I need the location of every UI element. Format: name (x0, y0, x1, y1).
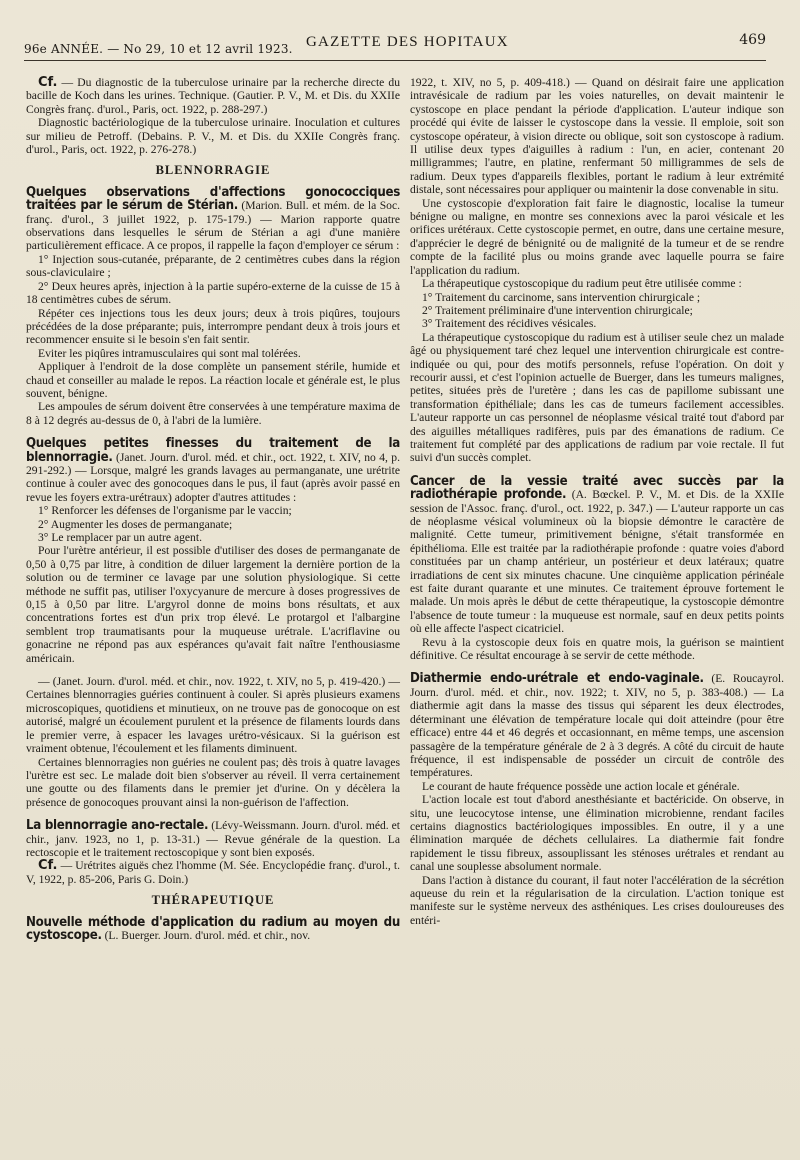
article (26, 437, 400, 504)
article-text: (Janet. Journ. d'urol. méd. et chir., oct. 1922, t. XIV, no 4, p. 291-292.) — Lorsque, malgré les grands lavages au permanganate, une urétrite continue à couler avec des gonocoques dans le pus, il faut (après avoir passé en revue les foyers extra-urétraux) adopter d'autres attitudes : (26, 450, 400, 504)
article-title: Nouvelle méthode d'application du radium au moyen du cystoscope. (26, 914, 400, 943)
article (26, 186, 400, 253)
paragraph (26, 76, 400, 116)
page-header (24, 30, 766, 61)
paragraph: L'action locale est tout d'abord anesthésiante et bactéricide. On observe, in situ, une leucocytose intense, une élimination microbienne, rendant faciles certains diagnostics bactériologiques impossibles. En outre, il y a une élimination marquée de déchets cellulaires. La diathermie fait fondre rapidement le tissu fibreux, assouplissant les sténoses urétrales et rendant au canal une souplesse absolument normale. (410, 793, 784, 874)
article (410, 475, 784, 636)
article-title: Diathermie endo-urétrale et endo-vaginale. (410, 671, 704, 687)
paragraph: 1922, t. XIV, no 5, p. 409-418.) — Quand on désirait faire une application intravésicale de radium par les voies naturelles, on devait maintenir le cystoscope en place pendant la période d'application. L'auteur indique son procédé qui évite de laisser le cystoscope dans la vessie. Il emploie, soit son cystoscope opérateur, à vision directe ou oblique, soit son cystoscope à radium. Il utilise deux types d'aiguilles à radium : l'un, en acier, contenant 20 milligrammes; l'autre, en platine, renfermant 50 milligrammes de sels de radium. Deux types d'appareils flexibles, portant le radium à leur extrémité distale, sont nécessaires pour appliquer ou maintenir la dose convenable in situ. (410, 76, 784, 197)
paragraph: Appliquer à l'endroit de la dose complète un pansement stérile, humide et chaud et conseiller au malade le repos. La réaction locale et générale est, le plus souvent, bénigne. (26, 360, 400, 400)
article (26, 819, 400, 859)
left-column (26, 76, 400, 942)
section-heading: THÉRAPEUTIQUE (151, 893, 275, 908)
paragraph: Revu à la cystoscopie deux fois en quatre mois, la guérison se maintient définitive. Ce résultat encourage à se servir de cette méthode. (410, 635, 784, 663)
article-text: (A. Bœckel. P. V., M. et Dis. de la XXIIe session de l'Assoc. franç. d'urol., oct. 1922, p. 347.) — L'auteur rapporte un cas de néoplasme vésical volumineux où la biopsie démontre le caractère de malignité. Cette tumeur, primitivement bénigne, s'était transformée en épithélioma. Elle est traitée par la radiothérapie profonde : quatre voies d'abord constituées par un champ antérieur, un postérieur et deux latéraux; quatre irradiations de cent six minutes chacune. Une cinquième application périnéale est faite durant quarante et une minutes. Ce traitement éprouve fortement le malade. Un mois après le début de cette thérapeutique, la cystoscopie démontre l'absence de toute tumeur : la muqueuse est normale, sauf en deux petits points où elle affecte l'aspect cicatriciel. (410, 488, 785, 636)
paragraph: Eviter les piqûres intramusculaires qui sont mal tolérées. (38, 346, 301, 360)
article-title: La blennorragie ano-rectale. (26, 818, 209, 834)
paragraph-text: — Urétrites aiguës chez l'homme (M. Sée. Encyclopédie franç. d'urol., t. V, 1922, p. 85-206, Paris G. Doin.) (26, 859, 400, 886)
list-item: 1° Traitement du carcinome, sans intervention chirurgicale ; (422, 290, 701, 304)
cf-label: Cf. (38, 858, 58, 874)
article-text: (Marion. Bull. et mém. de la Soc. franç. d'urol., 3 juillet 1922, p. 175-179.) — Marion rapporte quatre observations dans lesquelles le sérum de Stérian a agi d'une manière particulièrement efficace. A ce propos, il rappelle la façon d'employer ce sérum : (26, 199, 401, 253)
paragraph: — (Janet. Journ. d'urol. méd. et chir., nov. 1922, t. XIV, no 5, p. 419-420.) — Certaines blennorragies guéries continuent à couler. Si après plusieurs examens microscopiques, quotidiens et minutieux, on ne trouve pas de gonocoque on est autorisé, malgré un écoulement purulent et la présence de filaments lourds dans le premier verre, à espacer les lavages urétro-vésicaux. Si la guérison est vraiment obtenue, l'écoulement et les filaments diminuent. (26, 675, 400, 756)
article-title: Quelques observations d'affections gonococciques traitées par le sérum de Stérian. (26, 184, 400, 214)
article (410, 672, 784, 779)
paragraph: La thérapeutique cystoscopique du radium peut être utilisée comme : (422, 277, 742, 291)
article-text: (L. Buerger. Journ. d'urol. méd. et chir., nov. (104, 928, 311, 942)
list-item: 2° Augmenter les doses de permanganate; (38, 517, 233, 531)
paragraph: La thérapeutique cystoscopique du radium est à utiliser seule chez un malade âgé ou physiquement taré chez lequel une intervention chirurgicale est contre-indiquée ou qui, pour des motifs personnels, refuse l'opération. On doit y recourir aussi, et c'est l'opinion actuelle de Buerger, dans les tumeurs malignes, petites, situées près de l'uretère ; dans les cas de papillome subissant une transformation épithéliale; dans les cas de tumeurs facilement accessibles. L'auteur rapporte un cas personnel de néoplasme vésical traité tout d'abord par des aiguilles métalliques radifères, puis par des émanations de radium. Ce traitement fut complété par des applications de radium par voie rectale. Il fut suivi d'un succès complet. (410, 330, 784, 465)
paragraph: Diagnostic bactériologique de la tuberculose urinaire. Inoculation et cultures sur milieu de Petroff. (Debains. P. V., M. et Dis. du XXIIe Congrès franç. d'urol., Paris, oct. 1922, p. 276-278.) (26, 116, 400, 157)
right-column (410, 76, 784, 927)
paragraph: Dans l'action à distance du courant, il faut noter l'accélération de la sécrétion aqueuse du rein et la régularisation de la circulation. L'action tonique est manifeste sur le système nerveux des asthéniques. Les crises douloureuses des entéri- (410, 873, 784, 927)
paragraph: Le courant de haute fréquence possède une action locale et générale. (422, 779, 740, 793)
issue-info: 96e ANNÉE. — No 29, 10 et 12 avril 1923. (24, 42, 293, 56)
article-title: Cancer de la vessie traité avec succès par la radiothérapie profonde. (410, 473, 784, 503)
paragraph: Répéter ces injections tous les deux jours; deux à trois piqûres, toujours précédées de la dose préparante; puis, interrompre pendant deux à trois jours et recommencer ensuite si le besoin s'en fait sentir. (26, 306, 400, 347)
article-text: (Lévy-Weissmann. Journ. d'urol. méd. et chir., janv. 1923, no 1, p. 13-31.) — Revue générale de la question. La rectoscopie et le traitement rectoscopique y sont bien exposés. (26, 819, 401, 859)
list-item: 2° Deux heures après, injection à la partie supéro-externe de la cuisse de 15 à 18 centimètres cubes de sérum. (26, 279, 400, 307)
list-item: 1° Injection sous-cutanée, préparante, de 2 centimètres cubes dans la région sous-claviculaire ; (26, 252, 400, 280)
list-item: 3° Traitement des récidives vésicales. (422, 317, 597, 331)
list-item: 1° Renforcer les défenses de l'organisme par le vaccin; (38, 504, 292, 518)
paragraph: Pour l'urètre antérieur, il est possible d'utiliser des doses de permanganate de 0,50 à 0,75 par litre, à condition de diluer largement la dernière portion de la solution ou de terminer ce lavage par une solution physiologique. Si cette méthode ne suffit pas, utiliser l'oxycyanure de mercure à doses progressives de 0,15 à 0,50 par litre. L'argyrol donne de moins bons résultats, et aux concentrations fortes est d'un prix trop élevé. Le protargol et l'albargine semblent trop traumatisants pour la muqueuse urétrale. L'acriflavine ou gonacrine ne répond pas aux espérances qu'avait fait naître l'enthousiasme américain. (26, 544, 400, 665)
article-title: Quelques petites finesses du traitement de la blennorragie. (26, 436, 400, 465)
journal-title: GAZETTE DES HOPITAUX (306, 34, 509, 50)
cf-label: Cf. (38, 75, 58, 90)
list-item: 3° Le remplacer par un autre agent. (38, 531, 202, 544)
paragraph-text: — Du diagnostic de la tuberculose urinaire par la recherche directe du bacille de Koch dans les urines. Technique. (Gautier. P. V., M. et Dis. du XXIIe Congrès franç. d'urol., Paris, oct. 1922, p. 288-297.) (26, 76, 400, 116)
article-text: (E. Roucayrol. Journ. d'urol. méd. et chir., nov. 1922; t. XIV, no 5, p. 383-408.) — La diathermie agit dans la masse des tissus qui séparent les deux électrodes, déterminant une élévation de température locale qui doit atteindre (pour être efficace) entre 44 et 46 degrés et occasionnant, en même temps, une ascension passagère de la température générale de 2 à 3 degrés. A côté du circuit de haute fréquence, il est indispensable de posséder un circuit de contrôle des températures. (410, 672, 785, 780)
article (26, 916, 400, 943)
paragraph (26, 859, 400, 886)
page-number: 469 (739, 32, 766, 48)
section-heading: BLENNORRAGIE (155, 163, 271, 178)
paragraph: Les ampoules de sérum doivent être conservées à une température maxima de 8 à 12 degrés au-dessus de 0, à l'abri de la lumière. (26, 400, 400, 427)
paragraph: Une cystoscopie d'exploration fait faire le diagnostic, localise la tumeur bénigne ou maligne, en montre ses connexions avec la paroi vésicale et les orifices urétéraux. Cette cystoscopie permet, en outre, dans une certaine mesure, d'apprécier le degré de bénignité ou de malignité de la tumeur et de se rendre compte de la facilité plus ou moins grande avec laquelle pourra se faire l'application du radium. (410, 196, 784, 277)
paragraph: Certaines blennorragies non guéries ne coulent pas; dès trois à quatre lavages l'urètre est sec. Le malade doit bien s'observer au réveil. Il verra certainement une goutte ou des filaments dans le premier jet d'urine. On y décèlera la présence de gonocoques prouvant ainsi la non-guérison de l'affection. (26, 755, 400, 809)
list-item: 2° Traitement préliminaire d'une intervention chirurgicale; (422, 303, 693, 317)
